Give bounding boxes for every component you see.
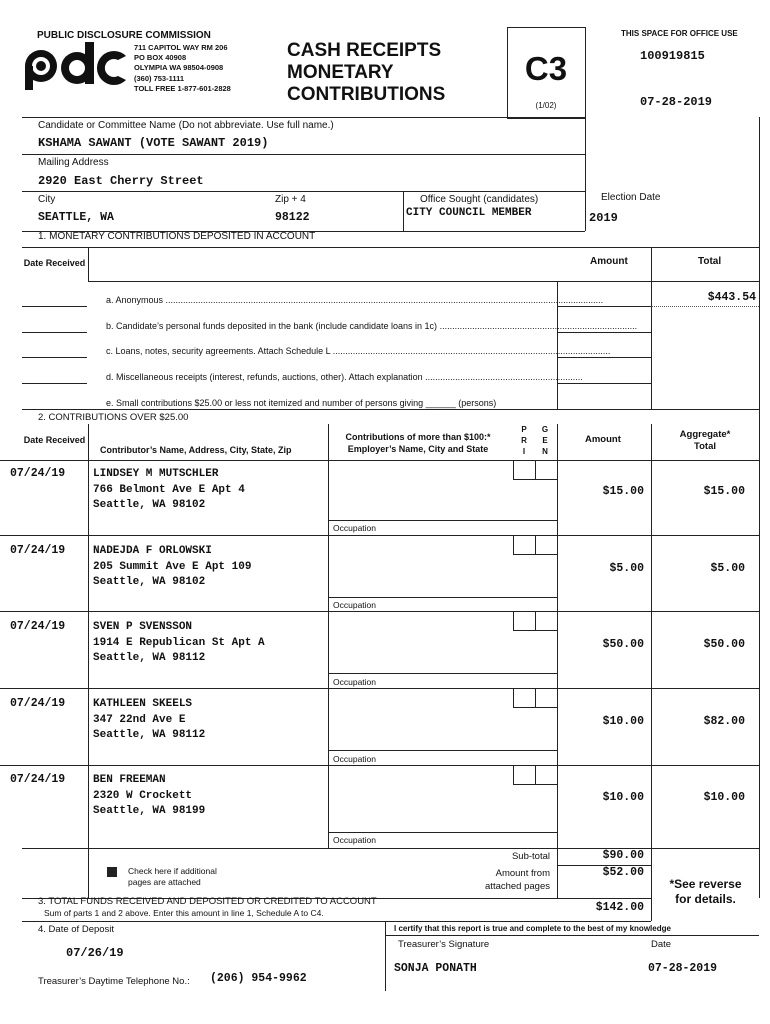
occupation-label: Occupation — [333, 677, 376, 687]
contributor-name: LINDSEY M MUTSCHLER — [93, 468, 219, 480]
subtotal-value: $90.00 — [602, 849, 644, 862]
contributor-street: 766 Belmont Ave E Apt 4 — [93, 483, 245, 496]
certify-text: I certify that this report is true and complete to the best of my knowledge — [394, 924, 671, 933]
address-line-1: 711 CAPITOL WAY RM 206 — [134, 43, 228, 52]
form-title-2: MONETARY — [287, 62, 394, 83]
section1-line-b: b. Candidate’s personal funds deposited in the bank (include candidate loans in 1c) ............................................................................... — [106, 321, 638, 331]
contributor-city: Seattle, WA 98102 — [93, 499, 206, 511]
office-sought-label: Office Sought (candidates) — [420, 194, 539, 205]
section2-amount-header: Amount — [585, 434, 621, 445]
address-line-3: OLYMPIA WA 98504-0908 — [134, 63, 224, 73]
gen-checkbox[interactable] — [535, 460, 558, 480]
row-aggregate: $82.00 — [703, 715, 745, 728]
contributor-street: 2320 W Crockett — [93, 789, 193, 802]
pri-checkbox[interactable] — [513, 460, 536, 480]
city-label: City — [38, 194, 56, 205]
attached-label-1: Amount from — [495, 868, 550, 879]
section1-anonymous-total: $443.54 — [707, 291, 756, 304]
additional-pages-checkbox[interactable] — [107, 867, 117, 877]
check-label-2: pages are attached — [128, 877, 201, 887]
occupation-label: Occupation — [333, 835, 376, 845]
address-line-5: TOLL FREE 1-877-601-2828 — [134, 83, 231, 93]
contributor-name: NADEJDA F ORLOWSKI — [93, 545, 212, 557]
section3-title: 3. TOTAL FUNDS RECEIVED AND DEPOSITED OR CREDITED TO ACCOUNT — [38, 896, 377, 907]
contributor-name: SVEN P SVENSSON — [93, 621, 193, 633]
row-date: 07/24/19 — [10, 697, 66, 710]
signature-label: Treasurer’s Signature — [398, 939, 490, 950]
contributor-name: BEN FREEMAN — [93, 774, 166, 786]
occupation-label: Occupation — [333, 600, 376, 610]
subtotal-label: Sub-total — [511, 851, 550, 862]
contributor-header: Contributor’s Name, Address, City, State, Zip — [100, 445, 292, 455]
sign-date: 07-28-2019 — [648, 962, 718, 975]
office-date: 07-28-2019 — [640, 95, 713, 109]
row-aggregate: $15.00 — [703, 485, 745, 498]
office-id: 100919815 — [640, 49, 705, 63]
row-date: 07/24/19 — [10, 773, 66, 786]
contributor-city: Seattle, WA 98102 — [93, 576, 206, 588]
treasurer-name: SONJA PONATH — [394, 962, 477, 975]
zip: 98122 — [275, 211, 310, 224]
contributor-street: 1914 E Republican St Apt A — [93, 636, 265, 649]
section2-date-header: Date Received — [23, 435, 86, 445]
section1-title: 1. MONETARY CONTRIBUTIONS DEPOSITED IN ACCOUNT — [38, 231, 316, 242]
gen-header: G E N — [541, 425, 549, 456]
mailing-label: Mailing Address — [38, 157, 109, 168]
see-reverse-1: *See reverse — [669, 877, 742, 891]
attached-value: $52.00 — [602, 866, 644, 879]
section1-line-c: c. Loans, notes, security agreements. Attach Schedule L ............................................................................................................... — [106, 346, 611, 356]
address-line-2: PO BOX 40908 — [134, 53, 187, 63]
section3-subtitle: Sum of parts 1 and 2 above. Enter this amount in line 1, Schedule A to C4. — [44, 908, 324, 918]
form-version: (1/02) — [535, 101, 557, 110]
pri-checkbox[interactable] — [513, 688, 536, 708]
attached-label-2: attached pages — [485, 881, 550, 892]
section2-title: 2. CONTRIBUTIONS OVER $25.00 — [38, 412, 189, 423]
section1-total-header: Total — [698, 256, 722, 267]
total-funds: $142.00 — [595, 901, 644, 914]
form-title-3: CONTRIBUTIONS — [287, 84, 446, 105]
occupation-label: Occupation — [333, 754, 376, 764]
row-amount: $5.00 — [609, 562, 644, 575]
contributor-name: KATHLEEN SKEELS — [93, 698, 193, 710]
row-date: 07/24/19 — [10, 467, 66, 480]
aggregate-header: Aggregate* — [679, 429, 731, 440]
election-date: 2019 — [589, 211, 618, 225]
row-date: 07/24/19 — [10, 620, 66, 633]
row-amount: $10.00 — [602, 791, 644, 804]
section1-amount-header: Amount — [590, 256, 628, 267]
row-amount: $50.00 — [602, 638, 644, 651]
row-aggregate: $10.00 — [703, 791, 745, 804]
form-title-1: CASH RECEIPTS — [287, 40, 442, 61]
candidate-name: KSHAMA SAWANT (VOTE SAWANT 2019) — [38, 136, 269, 150]
office-use-label: THIS SPACE FOR OFFICE USE — [621, 29, 738, 38]
candidate-name-label: Candidate or Committee Name (Do not abbreviate. Use full name.) — [38, 120, 334, 131]
row-amount: $15.00 — [602, 485, 644, 498]
gen-checkbox[interactable] — [535, 688, 558, 708]
contributor-city: Seattle, WA 98112 — [93, 652, 206, 664]
pri-header: P R I — [521, 425, 527, 456]
row-aggregate: $50.00 — [703, 638, 745, 651]
occupation-label: Occupation — [333, 523, 376, 533]
mailing-address: 2920 East Cherry Street — [38, 174, 204, 188]
aggregate-header-2: Total — [694, 441, 716, 452]
pdc-logo — [22, 40, 132, 92]
employer-header-2: Employer’s Name, City and State — [347, 444, 489, 454]
treasurer-phone: (206) 954-9962 — [210, 972, 307, 985]
pri-checkbox[interactable] — [513, 611, 536, 631]
deposit-date: 07/26/19 — [66, 946, 124, 960]
sign-date-label: Date — [651, 939, 672, 950]
section4-title: 4. Date of Deposit — [38, 924, 115, 935]
zip-label: Zip + 4 — [275, 194, 306, 205]
org-name: PUBLIC DISCLOSURE COMMISSION — [37, 30, 211, 41]
row-aggregate: $5.00 — [710, 562, 745, 575]
office-sought: CITY COUNCIL MEMBER — [406, 207, 532, 219]
address-line-4: (360) 753-1111 — [134, 73, 185, 83]
employer-header-1: Contributions of more than $100:* — [345, 432, 491, 442]
contributor-city: Seattle, WA 98112 — [93, 729, 206, 741]
pri-checkbox[interactable] — [513, 765, 536, 785]
contributor-city: Seattle, WA 98199 — [93, 805, 206, 817]
section1-line-d: d. Miscellaneous receipts (interest, refunds, auctions, other). Attach explanation ............................................................... — [106, 372, 583, 382]
contributor-street: 205 Summit Ave E Apt 109 — [93, 560, 252, 573]
form-code: C3 — [524, 50, 568, 87]
row-date: 07/24/19 — [10, 544, 66, 557]
gen-checkbox[interactable] — [535, 535, 558, 555]
section1-line-a: a. Anonymous ............................................................................................................................................................................... — [106, 295, 604, 305]
contributor-street: 347 22nd Ave E — [93, 713, 186, 726]
row-amount: $10.00 — [602, 715, 644, 728]
section1-line-e: e. Small contributions $25.00 or less not itemized and number of persons giving ______ (persons) — [106, 398, 497, 408]
gen-checkbox[interactable] — [535, 765, 558, 785]
pri-checkbox[interactable] — [513, 535, 536, 555]
check-label-1: Check here if additional — [128, 866, 217, 876]
see-reverse-2: for details. — [675, 892, 736, 906]
city: SEATTLE, WA — [38, 211, 114, 224]
phone-label: Treasurer’s Daytime Telephone No.: — [38, 976, 190, 987]
gen-checkbox[interactable] — [535, 611, 558, 631]
section1-date-header: Date Received — [23, 258, 86, 268]
election-date-label: Election Date — [601, 192, 661, 203]
